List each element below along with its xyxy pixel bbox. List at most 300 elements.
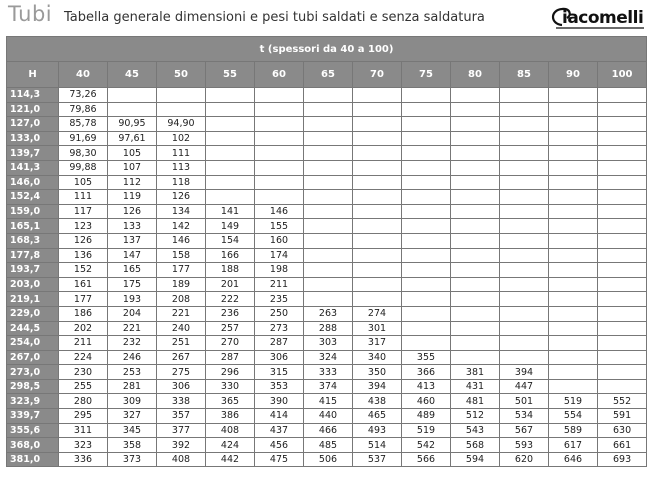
table-cell: 357 <box>157 409 206 424</box>
table-cell: 408 <box>157 452 206 467</box>
table-row <box>7 438 647 453</box>
table-cell: 147 <box>108 248 157 263</box>
table-cell <box>451 263 500 278</box>
table-cell: 141 <box>206 204 255 219</box>
table-cell: 253 <box>108 365 157 380</box>
table-cell: 165 <box>108 263 157 278</box>
table-cell <box>451 248 500 263</box>
table-cell <box>353 263 402 278</box>
table-cell: 112 <box>108 175 157 190</box>
table-cell <box>255 190 304 205</box>
table-cell: 221 <box>108 321 157 336</box>
table-cell: 263 <box>304 306 353 321</box>
row-header: 273,0 <box>7 365 59 380</box>
table-cell <box>304 277 353 292</box>
table-cell: 475 <box>255 452 304 467</box>
table-cell <box>353 88 402 103</box>
table-cell: 281 <box>108 379 157 394</box>
table-cell: 295 <box>59 409 108 424</box>
table-cell: 287 <box>255 336 304 351</box>
column-header: 85 <box>500 62 549 88</box>
table-cell <box>108 88 157 103</box>
table-cell <box>402 248 451 263</box>
table-cell: 221 <box>157 306 206 321</box>
table-cell <box>304 263 353 278</box>
logo-text: iacomelli <box>562 8 644 28</box>
table-cell <box>549 102 598 117</box>
table-cell: 414 <box>255 409 304 424</box>
table-cell: 134 <box>157 204 206 219</box>
row-header: 355,6 <box>7 423 59 438</box>
table-cell: 105 <box>108 146 157 161</box>
table-cell: 366 <box>402 365 451 380</box>
table-cell <box>451 204 500 219</box>
table-cell: 90,95 <box>108 117 157 132</box>
table-cell: 554 <box>549 409 598 424</box>
table-cell: 117 <box>59 204 108 219</box>
table-cell <box>500 263 549 278</box>
page-title: Tubi <box>8 2 53 26</box>
table-cell <box>598 219 647 234</box>
table-cell <box>500 350 549 365</box>
table-cell <box>549 248 598 263</box>
table-cell <box>353 175 402 190</box>
table-cell: 79,86 <box>59 102 108 117</box>
table-cell: 392 <box>157 438 206 453</box>
table-cell: 394 <box>500 365 549 380</box>
row-header: 146,0 <box>7 175 59 190</box>
table-cell <box>451 219 500 234</box>
table-row <box>7 379 647 394</box>
table-cell <box>500 160 549 175</box>
column-header: 50 <box>157 62 206 88</box>
table-cell: 149 <box>206 219 255 234</box>
table-cell: 161 <box>59 277 108 292</box>
table-cell <box>451 350 500 365</box>
row-header: 114,3 <box>7 88 59 103</box>
table-row <box>7 350 647 365</box>
table-cell: 193 <box>108 292 157 307</box>
table-cell: 466 <box>304 423 353 438</box>
table-cell: 323 <box>59 438 108 453</box>
table-cell: 280 <box>59 394 108 409</box>
table-cell: 235 <box>255 292 304 307</box>
table-cell <box>353 248 402 263</box>
table-cell <box>255 131 304 146</box>
table-cell <box>549 117 598 132</box>
table-row <box>7 248 647 263</box>
table-cell: 158 <box>157 248 206 263</box>
table-cell: 537 <box>353 452 402 467</box>
table-cell: 481 <box>451 394 500 409</box>
table-cell: 177 <box>59 292 108 307</box>
table-cell: 136 <box>59 248 108 263</box>
table-cell <box>598 277 647 292</box>
row-header: 339,7 <box>7 409 59 424</box>
table-cell: 166 <box>206 248 255 263</box>
table-row <box>7 190 647 205</box>
row-header-label: H <box>7 62 59 88</box>
table-cell: 154 <box>206 233 255 248</box>
table-cell <box>108 102 157 117</box>
table-row <box>7 88 647 103</box>
table-cell: 620 <box>500 452 549 467</box>
table-cell <box>402 146 451 161</box>
table-row <box>7 146 647 161</box>
table-cell: 175 <box>108 277 157 292</box>
table-cell: 270 <box>206 336 255 351</box>
table-cell: 188 <box>206 263 255 278</box>
table-cell: 118 <box>157 175 206 190</box>
table-cell <box>500 277 549 292</box>
table-cell: 591 <box>598 409 647 424</box>
table-cell <box>402 131 451 146</box>
table-row <box>7 292 647 307</box>
table-cell: 204 <box>108 306 157 321</box>
row-header: 244,5 <box>7 321 59 336</box>
column-header: 60 <box>255 62 304 88</box>
table-cell: 251 <box>157 336 206 351</box>
row-header: 177,8 <box>7 248 59 263</box>
row-header: 159,0 <box>7 204 59 219</box>
table-cell: 311 <box>59 423 108 438</box>
table-row <box>7 306 647 321</box>
table-cell <box>206 190 255 205</box>
table-cell: 365 <box>206 394 255 409</box>
table-cell: 394 <box>353 379 402 394</box>
table-cell: 456 <box>255 438 304 453</box>
row-header: 152,4 <box>7 190 59 205</box>
table-cell <box>500 321 549 336</box>
column-header: 70 <box>353 62 402 88</box>
table-row <box>7 452 647 467</box>
table-cell: 257 <box>206 321 255 336</box>
table-cell: 303 <box>304 336 353 351</box>
table-cell <box>500 131 549 146</box>
table-cell <box>451 88 500 103</box>
table-cell <box>255 175 304 190</box>
table-cell <box>549 292 598 307</box>
table-cell: 267 <box>157 350 206 365</box>
thickness-band-header: t (spessori da 40 a 100) <box>7 37 647 62</box>
row-header: 165,1 <box>7 219 59 234</box>
table-cell <box>598 102 647 117</box>
table-cell <box>255 117 304 132</box>
table-cell <box>304 204 353 219</box>
table-row <box>7 102 647 117</box>
table-cell <box>549 219 598 234</box>
table-cell: 97,61 <box>108 131 157 146</box>
table-cell <box>500 204 549 219</box>
table-cell: 568 <box>451 438 500 453</box>
table-cell: 113 <box>157 160 206 175</box>
table-cell <box>353 219 402 234</box>
table-cell: 567 <box>500 423 549 438</box>
table-cell: 693 <box>598 452 647 467</box>
table-cell <box>549 306 598 321</box>
table-cell <box>500 233 549 248</box>
table-cell: 566 <box>402 452 451 467</box>
table-cell: 333 <box>304 365 353 380</box>
table-cell: 232 <box>108 336 157 351</box>
table-cell: 424 <box>206 438 255 453</box>
table-cell: 390 <box>255 394 304 409</box>
table-cell: 355 <box>402 350 451 365</box>
table-cell: 102 <box>157 131 206 146</box>
table-cell: 519 <box>402 423 451 438</box>
table-cell <box>353 117 402 132</box>
table-cell <box>598 336 647 351</box>
table-cell: 345 <box>108 423 157 438</box>
column-header: 65 <box>304 62 353 88</box>
table-cell: 373 <box>108 452 157 467</box>
table-cell: 512 <box>451 409 500 424</box>
table-cell <box>500 190 549 205</box>
table-cell <box>451 117 500 132</box>
table-cell: 489 <box>402 409 451 424</box>
table-cell <box>549 379 598 394</box>
table-cell <box>255 102 304 117</box>
table-cell: 126 <box>157 190 206 205</box>
row-header: 219,1 <box>7 292 59 307</box>
dimensions-table <box>6 36 647 467</box>
table-cell <box>304 102 353 117</box>
table-cell: 111 <box>59 190 108 205</box>
table-cell <box>598 306 647 321</box>
table-row <box>7 204 647 219</box>
column-header: 55 <box>206 62 255 88</box>
table-cell: 240 <box>157 321 206 336</box>
table-row <box>7 263 647 278</box>
table-cell <box>549 336 598 351</box>
table-cell <box>304 292 353 307</box>
table-cell <box>451 146 500 161</box>
column-header: 90 <box>549 62 598 88</box>
table-cell <box>304 131 353 146</box>
table-cell: 201 <box>206 277 255 292</box>
table-cell: 94,90 <box>157 117 206 132</box>
table-cell <box>353 233 402 248</box>
table-cell: 350 <box>353 365 402 380</box>
table-cell <box>255 160 304 175</box>
brand-logo <box>548 4 648 30</box>
table-cell <box>500 102 549 117</box>
table-cell: 236 <box>206 306 255 321</box>
table-cell: 465 <box>353 409 402 424</box>
table-cell <box>206 175 255 190</box>
table-cell <box>598 175 647 190</box>
table-cell: 246 <box>108 350 157 365</box>
table-cell <box>451 131 500 146</box>
table-cell: 442 <box>206 452 255 467</box>
table-cell: 408 <box>206 423 255 438</box>
table-cell <box>206 88 255 103</box>
table-cell <box>304 117 353 132</box>
table-cell: 274 <box>353 306 402 321</box>
table-cell: 330 <box>206 379 255 394</box>
table-cell: 593 <box>500 438 549 453</box>
table-cell: 447 <box>500 379 549 394</box>
table-cell <box>353 292 402 307</box>
table-cell <box>157 102 206 117</box>
table-cell <box>402 117 451 132</box>
table-cell <box>549 365 598 380</box>
table-cell <box>549 277 598 292</box>
table-cell <box>500 306 549 321</box>
table-cell: 358 <box>108 438 157 453</box>
table-cell <box>549 146 598 161</box>
table-cell <box>304 248 353 263</box>
table-cell <box>598 292 647 307</box>
table-cell: 440 <box>304 409 353 424</box>
table-cell <box>598 379 647 394</box>
table-cell: 160 <box>255 233 304 248</box>
table-cell: 222 <box>206 292 255 307</box>
table-cell <box>549 190 598 205</box>
table-row <box>7 336 647 351</box>
table-cell: 126 <box>108 204 157 219</box>
table-row <box>7 131 647 146</box>
table-row <box>7 365 647 380</box>
table-cell <box>451 102 500 117</box>
table-cell: 287 <box>206 350 255 365</box>
table-cell <box>451 321 500 336</box>
table-cell <box>500 88 549 103</box>
row-header: 229,0 <box>7 306 59 321</box>
table-row <box>7 219 647 234</box>
table-cell: 438 <box>353 394 402 409</box>
column-header: 80 <box>451 62 500 88</box>
table-cell: 306 <box>255 350 304 365</box>
table-cell: 111 <box>157 146 206 161</box>
table-cell: 646 <box>549 452 598 467</box>
table-cell <box>500 117 549 132</box>
table-cell: 73,26 <box>59 88 108 103</box>
table-cell <box>598 146 647 161</box>
table-cell <box>598 131 647 146</box>
table-cell: 211 <box>255 277 304 292</box>
table-cell <box>598 233 647 248</box>
table-cell <box>598 88 647 103</box>
table-cell <box>402 160 451 175</box>
row-header: 133,0 <box>7 131 59 146</box>
table-cell <box>549 350 598 365</box>
table-cell: 137 <box>108 233 157 248</box>
table-cell: 338 <box>157 394 206 409</box>
table-cell <box>598 321 647 336</box>
table-cell: 126 <box>59 233 108 248</box>
table-cell <box>598 350 647 365</box>
table-cell: 506 <box>304 452 353 467</box>
table-cell <box>402 175 451 190</box>
table-cell: 146 <box>157 233 206 248</box>
table-row <box>7 175 647 190</box>
table-row <box>7 117 647 132</box>
table-cell: 306 <box>157 379 206 394</box>
table-cell <box>304 233 353 248</box>
table-cell <box>500 146 549 161</box>
table-cell <box>598 190 647 205</box>
table-cell: 133 <box>108 219 157 234</box>
column-header: 75 <box>402 62 451 88</box>
table-cell: 589 <box>549 423 598 438</box>
table-cell <box>451 336 500 351</box>
table-cell <box>451 306 500 321</box>
table-row <box>7 409 647 424</box>
table-cell <box>451 190 500 205</box>
table-cell: 353 <box>255 379 304 394</box>
table-cell: 202 <box>59 321 108 336</box>
table-cell <box>402 263 451 278</box>
page-header <box>0 0 652 34</box>
table-cell <box>353 204 402 219</box>
table-row <box>7 423 647 438</box>
table-cell <box>451 175 500 190</box>
table-cell: 431 <box>451 379 500 394</box>
table-cell: 374 <box>304 379 353 394</box>
table-cell <box>402 219 451 234</box>
table-cell <box>206 102 255 117</box>
table-cell: 514 <box>353 438 402 453</box>
row-header: 141,3 <box>7 160 59 175</box>
table-cell <box>353 146 402 161</box>
table-cell <box>206 146 255 161</box>
row-header: 168,3 <box>7 233 59 248</box>
table-cell: 189 <box>157 277 206 292</box>
table-cell: 340 <box>353 350 402 365</box>
table-cell: 309 <box>108 394 157 409</box>
table-cell <box>500 175 549 190</box>
table-cell <box>304 219 353 234</box>
table-cell <box>402 277 451 292</box>
table-cell: 123 <box>59 219 108 234</box>
table-cell: 415 <box>304 394 353 409</box>
table-cell: 98,30 <box>59 146 108 161</box>
table-cell <box>549 233 598 248</box>
table-cell <box>598 248 647 263</box>
table-cell <box>353 277 402 292</box>
table-cell: 186 <box>59 306 108 321</box>
table-cell: 317 <box>353 336 402 351</box>
table-cell: 324 <box>304 350 353 365</box>
row-header: 139,7 <box>7 146 59 161</box>
table-cell: 152 <box>59 263 108 278</box>
table-cell <box>402 190 451 205</box>
table-cell: 146 <box>255 204 304 219</box>
row-header: 267,0 <box>7 350 59 365</box>
column-header: 45 <box>108 62 157 88</box>
table-cell <box>451 160 500 175</box>
table-cell: 519 <box>549 394 598 409</box>
table-row <box>7 233 647 248</box>
table-cell <box>402 204 451 219</box>
row-header: 121,0 <box>7 102 59 117</box>
table-cell: 327 <box>108 409 157 424</box>
row-header: 298,5 <box>7 379 59 394</box>
table-cell <box>598 365 647 380</box>
table-cell <box>304 160 353 175</box>
table-cell <box>206 117 255 132</box>
table-cell: 230 <box>59 365 108 380</box>
table-cell: 630 <box>598 423 647 438</box>
table-cell: 155 <box>255 219 304 234</box>
table-cell <box>549 204 598 219</box>
table-cell <box>549 321 598 336</box>
table-cell <box>598 117 647 132</box>
table-cell: 552 <box>598 394 647 409</box>
table-cell <box>598 204 647 219</box>
table-row <box>7 321 647 336</box>
